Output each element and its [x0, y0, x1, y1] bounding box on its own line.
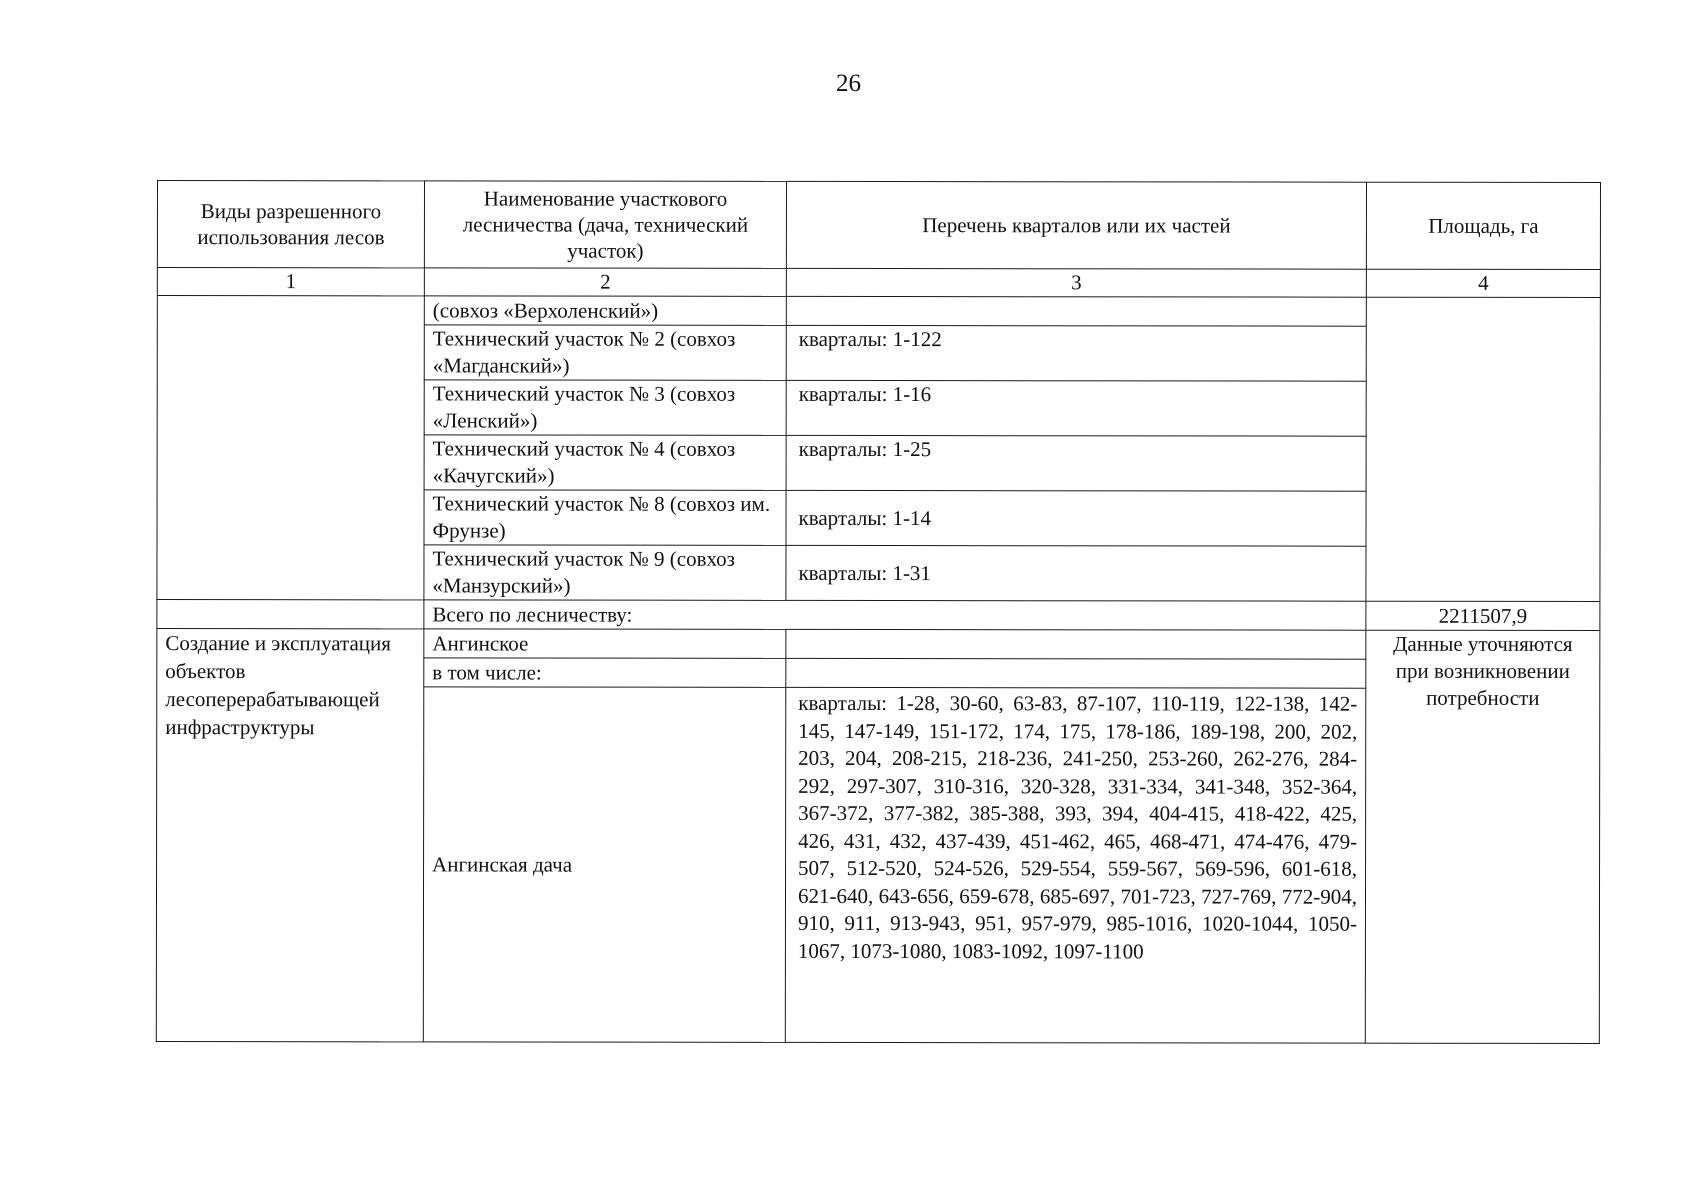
page-number: 26 [836, 70, 861, 97]
forestry-name-cell: Технический участок № 9 (совхоз «Манзурский») [424, 545, 786, 601]
quarters-cell-empty [786, 658, 1366, 688]
forest-use-table [156, 180, 1601, 1044]
quarters-cell: кварталы: 1-31 [786, 545, 1366, 601]
area-note: Данные уточняются при возникновении потребности [1365, 630, 1600, 1043]
table-row [157, 296, 1600, 327]
header-quarters: Перечень кварталов или их частей [786, 181, 1366, 269]
column-number: 4 [1366, 269, 1600, 297]
header-use-type: Виды разрешенного использования лесов [157, 181, 424, 268]
column-number: 2 [424, 268, 786, 297]
quarters-cell: кварталы: 1-122 [786, 325, 1366, 381]
area-cell-empty [1366, 297, 1600, 601]
forestry-name-cell: Технический участок № 3 (совхоз «Ленский») [424, 380, 786, 436]
forestry-name-cell: Ангинское [424, 629, 786, 659]
column-number: 3 [786, 268, 1366, 297]
quarters-cell: кварталы: 1-14 [786, 490, 1366, 546]
column-numbers-row [157, 268, 1600, 298]
table-row [157, 629, 1600, 660]
forestry-name-cell: Технический участок № 8 (совхоз им. Фрунзе) [424, 490, 786, 546]
quarters-cell-empty [786, 629, 1366, 659]
total-label: Всего по лесничеству: [424, 600, 1366, 630]
quarters-cell [786, 296, 1366, 326]
quarters-cell: кварталы: 1-16 [786, 380, 1366, 436]
forestry-name-cell: Технический участок № 4 (совхоз «Качугский») [424, 435, 786, 491]
header-forestry-name: Наименование участкового лесничества (дача, технический участок) [424, 181, 786, 269]
dacha-name-cell: Ангинская дача [423, 687, 785, 1043]
total-value: 2211507,9 [1366, 601, 1600, 630]
header-area: Площадь, га [1366, 182, 1600, 269]
forestry-name-cell: Технический участок № 2 (совхоз «Магданский») [424, 325, 786, 381]
use-type-cell: Создание и эксплуатация объектов лесоперерабатывающей инфраструктуры [156, 629, 424, 1042]
use-type-cell-empty [157, 600, 424, 629]
column-number: 1 [157, 268, 424, 296]
including-label: в том числе: [424, 658, 786, 688]
total-row [157, 600, 1600, 631]
use-type-cell-empty [157, 296, 424, 600]
quarters-cell: кварталы: 1-25 [786, 435, 1366, 491]
forestry-name-cell: (совхоз «Верхоленский») [424, 296, 786, 326]
dacha-quarters-cell: кварталы: 1-28, 30-60, 63-83, 87-107, 110-119, 122-138, 142-145, 147-149, 151-172, 174, 175, 178-186, 189-198, 200, 202, 203, 204, 208-215, 218-236, 241-250, 253-260, 262-276, 284-292, 297-307, 310-316, 320-328, 331-334, 341-348, 352-364, 367-372, 377-382, 385-388, 393, 394, 404-415, 418-422, 425, 426, 431, 432, 437-439, 451-462, 465, 468-471, 474-476, 479-507, 512-520, 524-526, 529-554, 559-567, 569-596, 601-618, 621-640, 643-656, 659-678, 685-697, 701-723, 727-769, 772-904, 910, 911, 913-943, 951, 957-979, 985-1016, 1020-1044, 1050-1067, 1073-1080, 1083-1092, 1097-1100 [785, 687, 1365, 1043]
table-header-row [157, 181, 1600, 270]
